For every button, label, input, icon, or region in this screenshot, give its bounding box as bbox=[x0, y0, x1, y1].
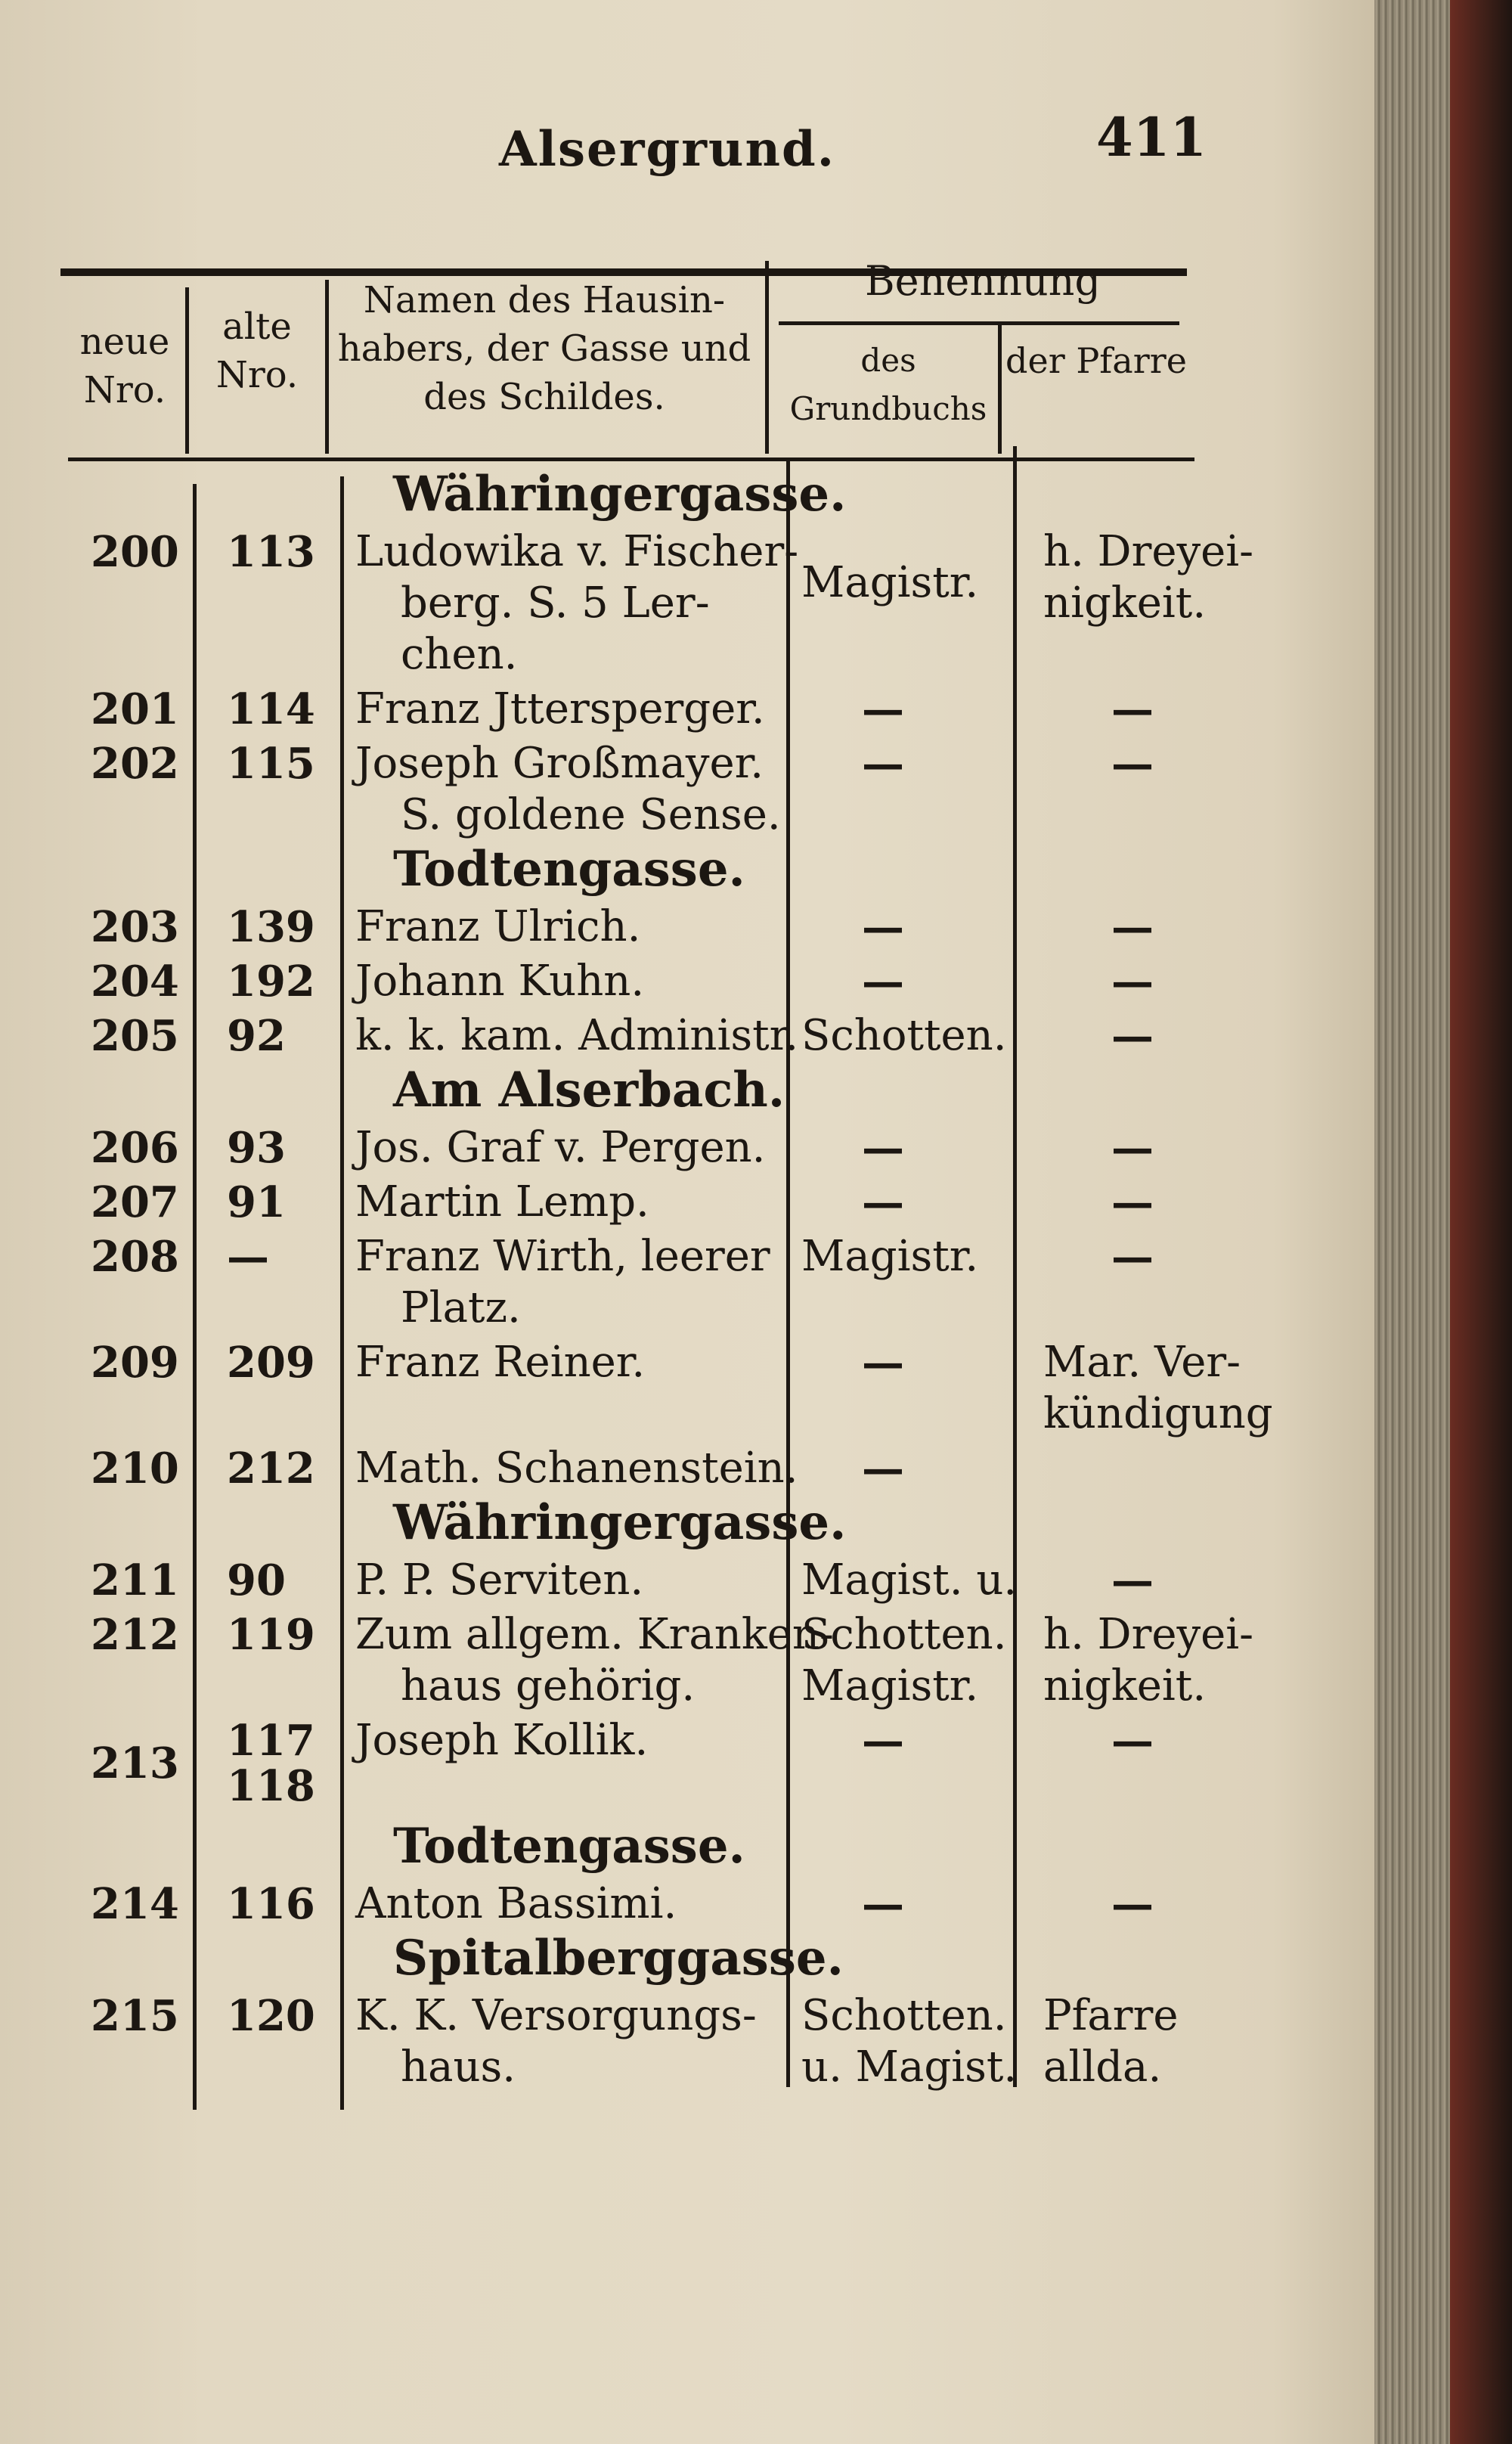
header-new-number: neue Nro. bbox=[79, 321, 170, 411]
land-register: — bbox=[862, 1716, 904, 1766]
owner-line: Joseph Kollik. bbox=[355, 1716, 649, 1765]
old-house-number: 116 bbox=[227, 1879, 315, 1929]
parish: nigkeit. bbox=[1043, 578, 1207, 628]
old-house-number: 114 bbox=[227, 684, 315, 734]
owner-line: Anton Bassimi. bbox=[355, 1879, 677, 1928]
designation-rule bbox=[779, 321, 1179, 325]
parish: — bbox=[1111, 1716, 1154, 1766]
street-heading: Todtengasse. bbox=[393, 1818, 745, 1875]
column-separator bbox=[185, 287, 189, 454]
owner-line: haus gehörig. bbox=[401, 1661, 696, 1710]
land-register: — bbox=[862, 1123, 904, 1173]
new-house-number: 206 bbox=[91, 1123, 179, 1173]
header-parish: der Pfarre bbox=[1005, 340, 1187, 381]
parish: — bbox=[1111, 902, 1154, 952]
owner-line: Joseph Großmayer. bbox=[355, 739, 764, 788]
parish: kündigung bbox=[1043, 1389, 1273, 1438]
parish: — bbox=[1111, 1555, 1154, 1605]
owner-line: Platz. bbox=[401, 1283, 521, 1332]
owner-line: K. K. Versorgungs- bbox=[355, 1991, 757, 2040]
parish: h. Dreyei- bbox=[1043, 527, 1254, 576]
owner-line: Martin Lemp. bbox=[355, 1177, 649, 1227]
old-house-number: 119 bbox=[227, 1610, 315, 1660]
owner-line: Ludowika v. Fischer- bbox=[355, 527, 799, 576]
land-register: — bbox=[862, 1444, 904, 1493]
new-house-number: 209 bbox=[91, 1338, 179, 1388]
old-house-number: 115 bbox=[227, 739, 315, 789]
land-register: u. Magist. bbox=[801, 2042, 1018, 2092]
old-house-number: 212 bbox=[227, 1444, 315, 1493]
new-house-number: 214 bbox=[91, 1879, 179, 1929]
parish: — bbox=[1111, 957, 1154, 1006]
header-owner: Namen des Hausin-habers, der Gasse und des Schildes. bbox=[337, 279, 751, 418]
parish: Mar. Ver- bbox=[1043, 1338, 1241, 1387]
old-house-number: 113 bbox=[227, 527, 315, 577]
old-house-number: 139 bbox=[227, 902, 315, 952]
header-bottom-rule bbox=[68, 457, 1194, 461]
owner-line: Franz Wirth, leerer bbox=[355, 1232, 770, 1281]
owner-line: Franz Reiner. bbox=[355, 1338, 646, 1387]
parish: — bbox=[1111, 1232, 1154, 1282]
owner-line: Math. Schanenstein. bbox=[355, 1444, 798, 1493]
land-register: Schotten. bbox=[801, 1610, 1007, 1659]
land-register: Schotten. bbox=[801, 1011, 1007, 1060]
parish: — bbox=[1111, 1011, 1154, 1061]
new-house-number: 200 bbox=[91, 527, 179, 577]
column-separator bbox=[765, 261, 769, 454]
column-separator bbox=[340, 476, 344, 2110]
land-register: Magistr. bbox=[801, 557, 979, 607]
owner-line: Zum allgem. Kranken- bbox=[355, 1610, 834, 1659]
street-heading: Spitalberggasse. bbox=[393, 1930, 844, 1987]
land-register: Magist. u. bbox=[801, 1555, 1018, 1605]
new-house-number: 211 bbox=[91, 1555, 179, 1605]
old-house-number: 91 bbox=[227, 1177, 286, 1227]
header-old-number: alte Nro. bbox=[215, 306, 299, 396]
land-register: — bbox=[862, 957, 904, 1006]
land-register: — bbox=[862, 902, 904, 952]
new-house-number: 204 bbox=[91, 957, 179, 1006]
owner-line: berg. S. 5 Ler- bbox=[401, 578, 710, 628]
column-separator bbox=[193, 484, 197, 2110]
new-house-number: 205 bbox=[91, 1011, 179, 1061]
column-separator bbox=[998, 325, 1002, 454]
header-land-register: des Grundbuchs bbox=[789, 342, 987, 427]
owner-line: haus. bbox=[401, 2042, 516, 2092]
parish: — bbox=[1111, 739, 1154, 789]
header-designation: Benennung bbox=[864, 257, 1101, 305]
old-house-number: 192 bbox=[227, 957, 315, 1006]
new-house-number: 201 bbox=[91, 684, 179, 734]
parish: Pfarre bbox=[1043, 1991, 1179, 2040]
page-number: 411 bbox=[1096, 106, 1207, 169]
column-separator bbox=[1013, 446, 1017, 2087]
owner-line: Franz Jttersperger. bbox=[355, 684, 765, 734]
old-house-number: 93 bbox=[227, 1123, 286, 1173]
old-house-number: 120 bbox=[227, 1991, 315, 2041]
land-register: Magistr. bbox=[801, 1232, 979, 1281]
running-head: Alsergrund. bbox=[499, 121, 835, 178]
new-house-number: 210 bbox=[91, 1444, 179, 1493]
parish: — bbox=[1111, 684, 1154, 734]
land-register: — bbox=[862, 684, 904, 734]
parish: — bbox=[1111, 1879, 1154, 1929]
owner-line: Jos. Graf v. Pergen. bbox=[355, 1123, 766, 1172]
owner-line: P. P. Serviten. bbox=[355, 1555, 644, 1605]
new-house-number: 215 bbox=[91, 1991, 179, 2041]
new-house-number: 202 bbox=[91, 739, 179, 789]
new-house-number: 207 bbox=[91, 1177, 179, 1227]
land-register: — bbox=[862, 739, 904, 789]
old-house-number: 92 bbox=[227, 1011, 286, 1061]
street-heading: Währingergasse. bbox=[393, 1494, 847, 1551]
page-edge bbox=[1374, 0, 1450, 2444]
book-cover bbox=[1450, 0, 1512, 2444]
column-separator bbox=[786, 461, 790, 2087]
street-heading: Am Alserbach. bbox=[393, 1062, 785, 1118]
owner-line: chen. bbox=[401, 630, 518, 679]
new-house-number: 213 bbox=[91, 1738, 179, 1788]
land-register: Schotten. bbox=[801, 1991, 1007, 2040]
street-heading: Todtengasse. bbox=[393, 841, 745, 898]
street-heading: Währingergasse. bbox=[393, 466, 847, 523]
parish: — bbox=[1111, 1123, 1154, 1173]
new-house-number: 212 bbox=[91, 1610, 179, 1660]
land-register: — bbox=[862, 1879, 904, 1929]
old-house-number: 209 bbox=[227, 1338, 315, 1388]
owner-line: Franz Ulrich. bbox=[355, 902, 641, 951]
land-register: — bbox=[862, 1338, 904, 1388]
parish: nigkeit. bbox=[1043, 1661, 1207, 1710]
owner-line: S. goldene Sense. bbox=[401, 790, 781, 839]
column-separator bbox=[325, 280, 329, 454]
owner-line: Johann Kuhn. bbox=[355, 957, 645, 1006]
parish: — bbox=[1111, 1177, 1154, 1227]
old-house-number: 118 bbox=[227, 1761, 315, 1811]
parish: allda. bbox=[1043, 2042, 1162, 2092]
new-house-number: 208 bbox=[91, 1232, 179, 1282]
land-register: — bbox=[862, 1177, 904, 1227]
old-house-number: 90 bbox=[227, 1555, 286, 1605]
new-house-number: 203 bbox=[91, 902, 179, 952]
parish: h. Dreyei- bbox=[1043, 1610, 1254, 1659]
old-house-number: 117 bbox=[227, 1716, 315, 1766]
owner-line: k. k. kam. Administr. bbox=[355, 1011, 799, 1060]
land-register: Magistr. bbox=[801, 1661, 979, 1710]
old-house-number: — bbox=[227, 1232, 269, 1282]
